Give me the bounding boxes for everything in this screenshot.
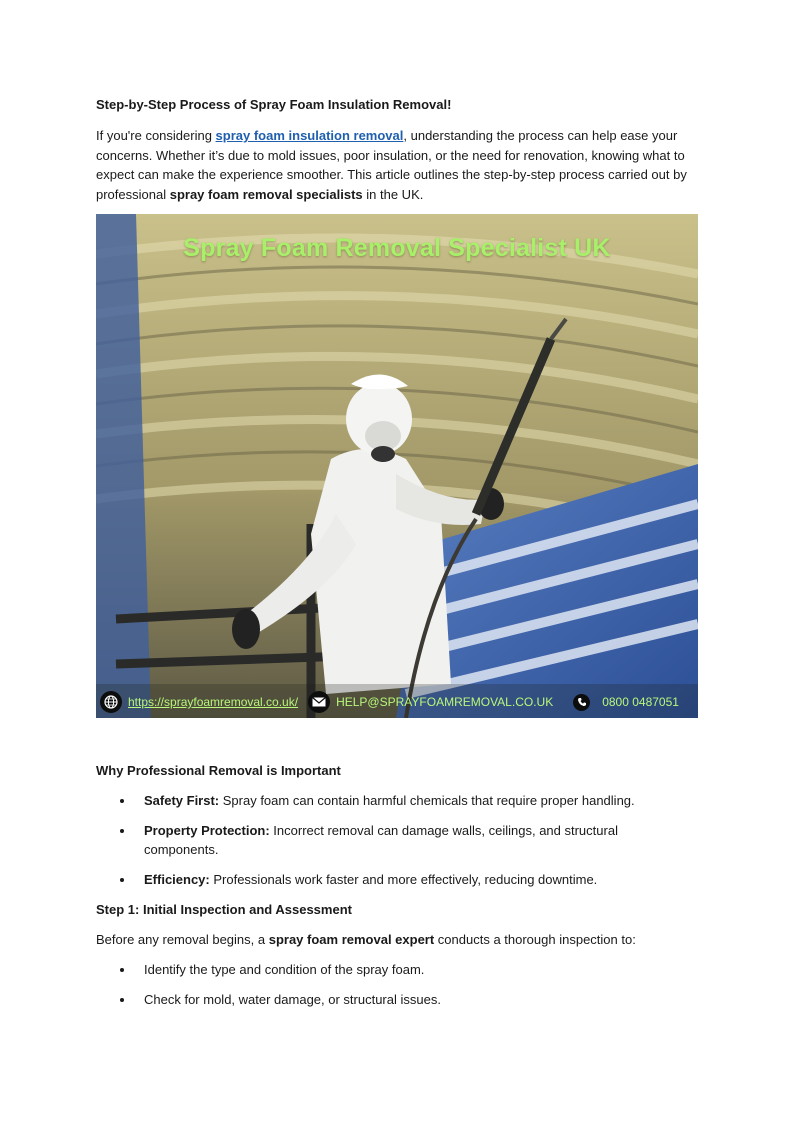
- phone-number[interactable]: 0800 0487051: [602, 695, 679, 709]
- website-link[interactable]: https://sprayfoamremoval.co.uk/: [128, 695, 299, 709]
- globe-icon: [100, 691, 122, 713]
- why-list: [96, 791, 656, 889]
- hero-image: [96, 214, 698, 718]
- worker-spraying-illustration: [96, 214, 698, 718]
- contact-bar: [100, 690, 690, 714]
- phone-icon: [573, 694, 590, 711]
- list-item: Property Protection: Incorrect removal can damage walls, ceilings, and structural components.: [96, 821, 656, 860]
- article-title: Step-by-Step Process of Spray Foam Insulation Removal!: [96, 97, 452, 112]
- list-item: Efficiency: Professionals work faster and more effectively, reducing downtime.: [96, 870, 656, 890]
- list-item: Check for mold, water damage, or structural issues.: [96, 990, 656, 1010]
- hero-title: Spray Foam Removal Specialist UK: [183, 234, 611, 262]
- email-address[interactable]: HELP@SPRAYFOAMREMOVAL.CO.UK: [336, 695, 554, 709]
- article: [96, 96, 702, 204]
- intro-paragraph: If you're considering spray foam insulation removal, understanding the process can help ease your concerns. Whether it’s due to mold issues, poor insulation, or the need for renovation, knowing what to expect can make the experience smoother. This article outlines the step-by-step process carried out by professional spray foam removal specialists in the UK.: [96, 128, 687, 202]
- step1-intro: Before any removal begins, a spray foam removal expert conducts a thorough inspection to:: [96, 932, 636, 947]
- why-heading: Why Professional Removal is Important: [96, 763, 341, 778]
- list-item: Identify the type and condition of the spray foam.: [96, 960, 656, 980]
- step1-list: [96, 960, 656, 1009]
- envelope-icon: [308, 691, 330, 713]
- list-item: Safety First: Spray foam can contain harmful chemicals that require proper handling.: [96, 791, 656, 811]
- step1-heading: Step 1: Initial Inspection and Assessment: [96, 902, 352, 917]
- spray-foam-removal-link[interactable]: spray foam insulation removal: [215, 128, 404, 143]
